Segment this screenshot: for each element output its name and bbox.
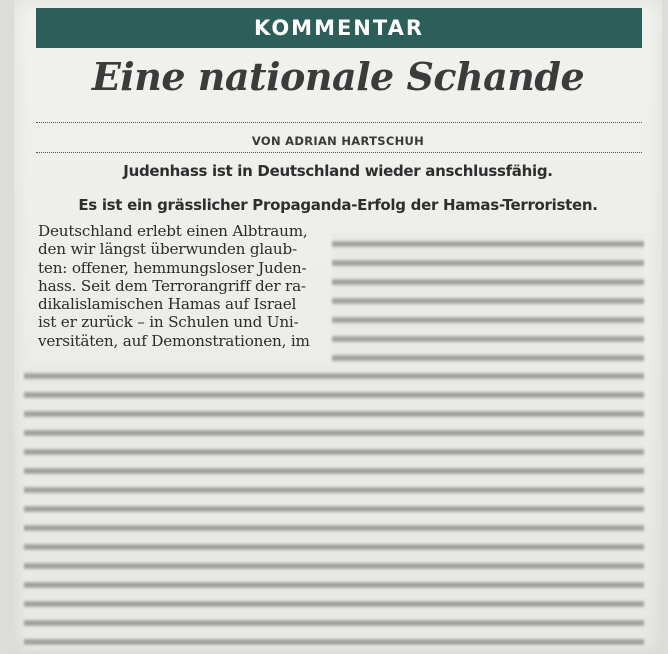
newspaper-page	[14, 0, 662, 654]
body-line: ist er zurück – in Schulen und Uni-	[38, 313, 299, 332]
blurred-text-main	[24, 366, 644, 648]
teaser-line-1: Judenhass ist in Deutschland wieder anschlussfähig.	[123, 162, 553, 180]
section-label: KOMMENTAR	[253, 16, 424, 40]
body-line: ten: offener, hemmungsloser Juden-	[38, 258, 307, 277]
byline: VON ADRIAN HARTSCHUH	[251, 134, 425, 148]
blurred-text-right	[332, 234, 644, 364]
body-line: versitäten, auf Demonstrationen, im	[38, 331, 310, 350]
body-line: dikalislamischen Hamas auf Israel	[38, 295, 297, 314]
body-line: den wir längst überwunden glaub-	[38, 240, 297, 259]
divider-top	[36, 122, 642, 123]
divider-bottom	[36, 152, 642, 153]
body-line: Deutschland erlebt einen Albtraum,	[38, 222, 308, 240]
article-body	[38, 222, 334, 350]
section-banner	[36, 8, 642, 48]
body-line: hass. Seit dem Terrorangriff der ra-	[38, 276, 306, 295]
teaser-line-2: Es ist ein grässlicher Propaganda-Erfolg der Hamas-Terroristen.	[78, 196, 598, 214]
headline: Eine nationale Schande	[91, 54, 585, 99]
